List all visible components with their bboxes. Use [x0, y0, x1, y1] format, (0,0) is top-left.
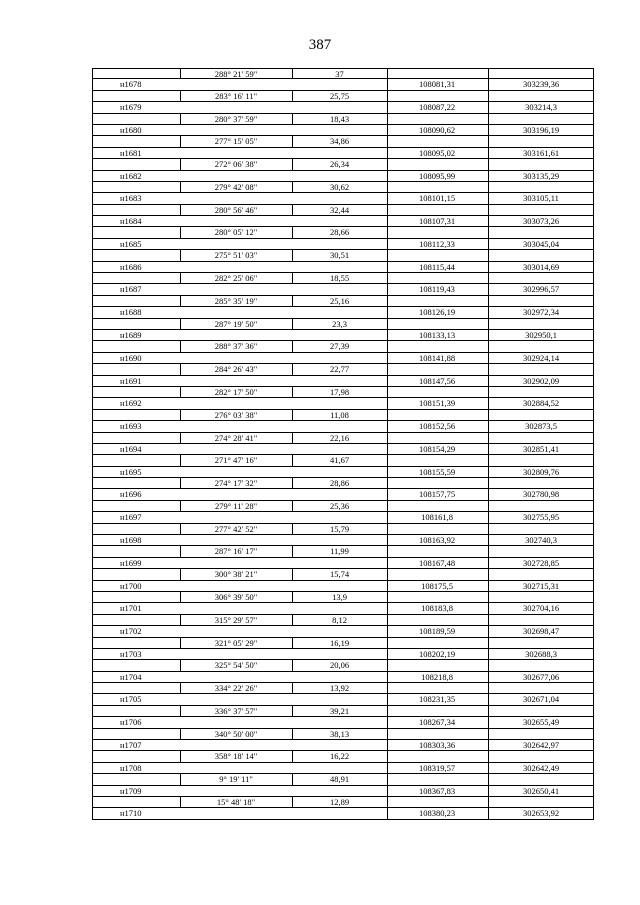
segment-distance: 17,98: [329, 386, 350, 397]
point-row: [92, 102, 594, 113]
segment-distance: 13,9: [332, 591, 347, 602]
coord-x: 108095,99: [418, 170, 456, 181]
coord-x: 108155,59: [418, 466, 456, 477]
point-row: [92, 603, 594, 614]
segment-row: [92, 524, 594, 535]
point-row: [92, 444, 594, 455]
segment-distance: 30,62: [329, 181, 350, 192]
segment-row: [92, 729, 594, 740]
point-row: [92, 353, 594, 364]
segment-row: [92, 387, 594, 398]
coordinates-table: [92, 68, 594, 820]
segment-row: [92, 751, 594, 762]
segment-row: [92, 91, 594, 102]
point-id: н1692: [120, 398, 142, 409]
point-row: [92, 717, 594, 728]
segment-distance: 25,75: [329, 90, 350, 101]
point-id: н1709: [120, 785, 142, 796]
point-id: н1684: [120, 216, 142, 227]
coord-y: 302715,31: [522, 580, 560, 591]
coord-x: 108087,22: [418, 102, 456, 113]
segment-distance: 30,51: [329, 250, 350, 261]
point-row: [92, 694, 594, 705]
coord-y: 303073,26: [522, 216, 560, 227]
coord-x: 108175,5: [421, 580, 453, 591]
coord-x: 108319,57: [418, 762, 456, 773]
point-id: н1682: [120, 170, 142, 181]
point-id: н1696: [120, 489, 142, 500]
segment-distance: 28,86: [329, 478, 350, 489]
coord-y: 302884,52: [522, 398, 560, 409]
segment-distance: 11,99: [330, 546, 349, 557]
segment-distance: 22,77: [329, 364, 350, 375]
point-id: н1708: [120, 762, 142, 773]
coord-y: 302642,49: [522, 762, 560, 773]
point-row: [92, 489, 594, 500]
segment-angle: 315° 29' 57": [214, 614, 258, 625]
segment-row: [92, 569, 594, 580]
segment-angle: 280° 05' 12": [214, 227, 258, 238]
coord-y: 302740,3: [525, 535, 557, 546]
segment-angle: 285° 35' 19": [214, 295, 258, 306]
segment-row: [92, 68, 594, 79]
segment-row: [92, 341, 594, 352]
segment-distance: 16,22: [329, 751, 350, 762]
coord-y: 302653,92: [522, 808, 560, 819]
coord-y: 302902,09: [522, 375, 560, 386]
coord-x: 108112,33: [419, 238, 455, 249]
segment-row: [92, 478, 594, 489]
coord-x: 108380,23: [418, 808, 456, 819]
point-id: н1693: [120, 421, 142, 432]
point-id: н1701: [120, 603, 142, 614]
page-number: 387: [308, 37, 332, 53]
coord-y: 303014,69: [522, 261, 560, 272]
segment-angle: 276° 03' 38": [214, 409, 258, 420]
segment-angle: 280° 56' 46": [214, 204, 258, 215]
segment-row: [92, 433, 594, 444]
point-row: [92, 148, 594, 159]
point-id: н1678: [120, 79, 142, 90]
point-row: [92, 125, 594, 136]
point-row: [92, 193, 594, 204]
segment-angle: 282° 25' 06": [214, 273, 258, 284]
segment-row: [92, 501, 594, 512]
point-id: н1689: [120, 329, 142, 340]
point-row: [92, 398, 594, 409]
segment-angle: 300° 38' 21": [214, 569, 258, 580]
coord-y: 302851,41: [522, 443, 560, 454]
segment-distance: 26,34: [329, 159, 350, 170]
coord-y: 303239,36: [522, 79, 560, 90]
segment-row: [92, 774, 594, 785]
segment-row: [92, 250, 594, 261]
coord-y: 303135,29: [522, 170, 560, 181]
segment-row: [92, 114, 594, 125]
coord-y: 302755,95: [522, 512, 560, 523]
coord-y: 302728,85: [522, 557, 560, 568]
segment-angle: 15° 48' 18": [216, 797, 256, 807]
segment-distance: 37: [335, 69, 344, 79]
segment-distance: 16,19: [329, 637, 350, 648]
coord-y: 302688,3: [525, 648, 557, 659]
segment-angle: 280° 37' 59": [214, 113, 258, 124]
segment-distance: 25,16: [329, 295, 350, 306]
segment-row: [92, 546, 594, 557]
segment-distance: 27,39: [329, 341, 350, 352]
coord-x: 108081,31: [418, 79, 456, 90]
coord-y: 302642,97: [522, 740, 560, 751]
coord-y: 302924,14: [522, 352, 560, 363]
coord-y: 302780,98: [522, 489, 560, 500]
segment-distance: 11,08: [330, 409, 349, 420]
segment-distance: 8,12: [332, 614, 347, 625]
segment-distance: 18,43: [329, 113, 350, 124]
segment-row: [92, 683, 594, 694]
point-id: н1690: [120, 352, 142, 363]
segment-distance: 32,44: [329, 204, 350, 215]
coord-y: 303161,61: [522, 147, 560, 158]
point-row: [92, 581, 594, 592]
point-row: [92, 376, 594, 387]
coord-x: 108141,88: [418, 352, 456, 363]
point-id: н1697: [120, 512, 142, 523]
coord-x: 108147,56: [418, 375, 456, 386]
point-id: н1683: [120, 193, 142, 204]
segment-angle: 277° 42' 52": [214, 523, 258, 534]
point-id: н1686: [120, 261, 142, 272]
segment-row: [92, 136, 594, 147]
coord-y: 302655,49: [522, 717, 560, 728]
point-row: [92, 421, 594, 432]
segment-row: [92, 273, 594, 284]
segment-distance: 38,13: [329, 728, 350, 739]
coord-x: 108202,19: [418, 648, 456, 659]
coord-x: 108183,8: [421, 603, 453, 614]
point-id: н1705: [120, 694, 142, 705]
point-row: [92, 262, 594, 273]
coord-x: 108218,8: [421, 671, 453, 682]
point-row: [92, 330, 594, 341]
point-id: н1687: [120, 284, 142, 295]
coord-x: 108101,15: [418, 193, 456, 204]
coord-y: 302950,1: [525, 329, 557, 340]
point-row: [92, 649, 594, 660]
point-row: [92, 79, 594, 90]
point-row: [92, 535, 594, 546]
segment-row: [92, 638, 594, 649]
segment-distance: 15,79: [329, 523, 350, 534]
segment-angle: 274° 17' 32": [214, 478, 258, 489]
coord-x: 108090,62: [418, 124, 456, 135]
segment-angle: 272° 06' 38": [214, 159, 258, 170]
coord-x: 108161,8: [421, 512, 453, 523]
coord-y: 303045,04: [522, 238, 560, 249]
segment-angle: 358° 18' 14": [214, 751, 258, 762]
coord-x: 108157,75: [418, 489, 456, 500]
coord-x: 108126,19: [418, 307, 456, 318]
segment-row: [92, 615, 594, 626]
segment-angle: 274° 28' 41": [214, 432, 258, 443]
coord-x: 108133,13: [418, 329, 456, 340]
coord-y: 303214,3: [525, 102, 557, 113]
segment-row: [92, 592, 594, 603]
coord-x: 108231,35: [418, 694, 456, 705]
point-row: [92, 216, 594, 227]
segment-distance: 48,91: [329, 774, 350, 785]
segment-distance: 28,66: [329, 227, 350, 238]
coord-y: 302650,41: [522, 785, 560, 796]
point-id: н1698: [120, 535, 142, 546]
segment-distance: 23,3: [332, 318, 347, 329]
point-id: н1700: [120, 580, 142, 591]
coord-y: 302809,76: [522, 466, 560, 477]
point-id: н1681: [120, 147, 142, 158]
point-id: н1685: [120, 238, 142, 249]
segment-row: [92, 296, 594, 307]
segment-angle: 288° 21' 59": [214, 69, 258, 79]
segment-row: [92, 227, 594, 238]
coord-y: 303105,11: [523, 193, 559, 204]
point-row: [92, 239, 594, 250]
point-id: н1680: [120, 124, 142, 135]
coord-x: 108167,48: [418, 557, 456, 568]
segment-angle: 9° 19' 11": [219, 774, 253, 785]
coord-y: 302996,57: [522, 284, 560, 295]
coord-x: 108154,29: [418, 443, 456, 454]
segment-angle: 284° 26' 43": [214, 364, 258, 375]
segment-angle: 306° 39' 50": [214, 591, 258, 602]
point-id: н1710: [120, 808, 142, 819]
point-row: [92, 740, 594, 751]
segment-angle: 288° 37' 36": [214, 341, 258, 352]
segment-distance: 15,74: [329, 569, 350, 580]
point-id: н1695: [120, 466, 142, 477]
point-row: [92, 808, 594, 819]
point-row: [92, 467, 594, 478]
coord-x: 108267,34: [418, 717, 456, 728]
coord-y: 303196,19: [522, 124, 560, 135]
coord-x: 108152,56: [418, 421, 456, 432]
segment-row: [92, 660, 594, 671]
segment-angle: 340° 50' 00": [214, 728, 258, 739]
segment-angle: 279° 11' 28": [214, 500, 258, 511]
segment-distance: 20,06: [329, 660, 350, 671]
point-row: [92, 672, 594, 683]
coord-x: 108115,44: [419, 261, 455, 272]
segment-angle: 336° 37' 57": [214, 705, 258, 716]
segment-distance: 39,21: [329, 705, 350, 716]
point-row: [92, 786, 594, 797]
point-row: [92, 626, 594, 637]
segment-angle: 325° 54' 50": [214, 660, 258, 671]
segment-distance: 41,67: [329, 455, 350, 466]
point-row: [92, 558, 594, 569]
segment-distance: 22,16: [329, 432, 350, 443]
point-id: н1702: [120, 626, 142, 637]
coord-y: 302972,34: [522, 307, 560, 318]
segment-row: [92, 205, 594, 216]
segment-row: [92, 159, 594, 170]
point-row: [92, 307, 594, 318]
coord-y: 302704,16: [522, 603, 560, 614]
segment-distance: 18,55: [329, 273, 350, 284]
segment-row: [92, 706, 594, 717]
point-id: н1694: [120, 443, 142, 454]
segment-distance: 12,89: [329, 797, 350, 807]
point-row: [92, 763, 594, 774]
segment-angle: 287° 16' 17": [214, 546, 258, 557]
coord-x: 108095,02: [418, 147, 456, 158]
segment-row: [92, 319, 594, 330]
point-id: н1679: [120, 102, 142, 113]
segment-angle: 283° 16' 11": [214, 90, 258, 101]
point-row: [92, 512, 594, 523]
coord-y: 302873,5: [525, 421, 557, 432]
point-row: [92, 171, 594, 182]
coord-x: 108189,59: [418, 626, 456, 637]
coord-x: 108163,92: [418, 535, 456, 546]
segment-angle: 271° 47' 16": [214, 455, 258, 466]
segment-distance: 25,36: [329, 500, 350, 511]
point-id: н1688: [120, 307, 142, 318]
point-id: н1703: [120, 648, 142, 659]
coord-x: 108303,36: [418, 740, 456, 751]
segment-angle: 279° 42' 08": [214, 181, 258, 192]
point-id: н1691: [120, 375, 142, 386]
segment-angle: 277° 15' 05": [214, 136, 258, 147]
segment-row: [92, 797, 594, 808]
coord-y: 302698,47: [522, 626, 560, 637]
coord-x: 108119,43: [419, 284, 455, 295]
segment-angle: 287° 19' 50": [214, 318, 258, 329]
point-id: н1707: [120, 740, 142, 751]
segment-angle: 282° 17' 50": [214, 386, 258, 397]
segment-angle: 275° 51' 03": [214, 250, 258, 261]
segment-row: [92, 455, 594, 466]
coord-x: 108151,39: [418, 398, 456, 409]
coord-x: 108107,31: [418, 216, 456, 227]
segment-distance: 34,86: [329, 136, 350, 147]
point-id: н1699: [120, 557, 142, 568]
coord-y: 302677,06: [522, 671, 560, 682]
segment-angle: 334° 22' 26": [214, 683, 258, 694]
point-id: н1706: [120, 717, 142, 728]
segment-row: [92, 182, 594, 193]
segment-angle: 321° 05' 29": [214, 637, 258, 648]
segment-distance: 13,92: [329, 683, 350, 694]
segment-row: [92, 364, 594, 375]
segment-row: [92, 410, 594, 421]
coord-x: 108367,83: [418, 785, 456, 796]
coord-y: 302671,04: [522, 694, 560, 705]
point-id: н1704: [120, 671, 142, 682]
point-row: [92, 284, 594, 295]
